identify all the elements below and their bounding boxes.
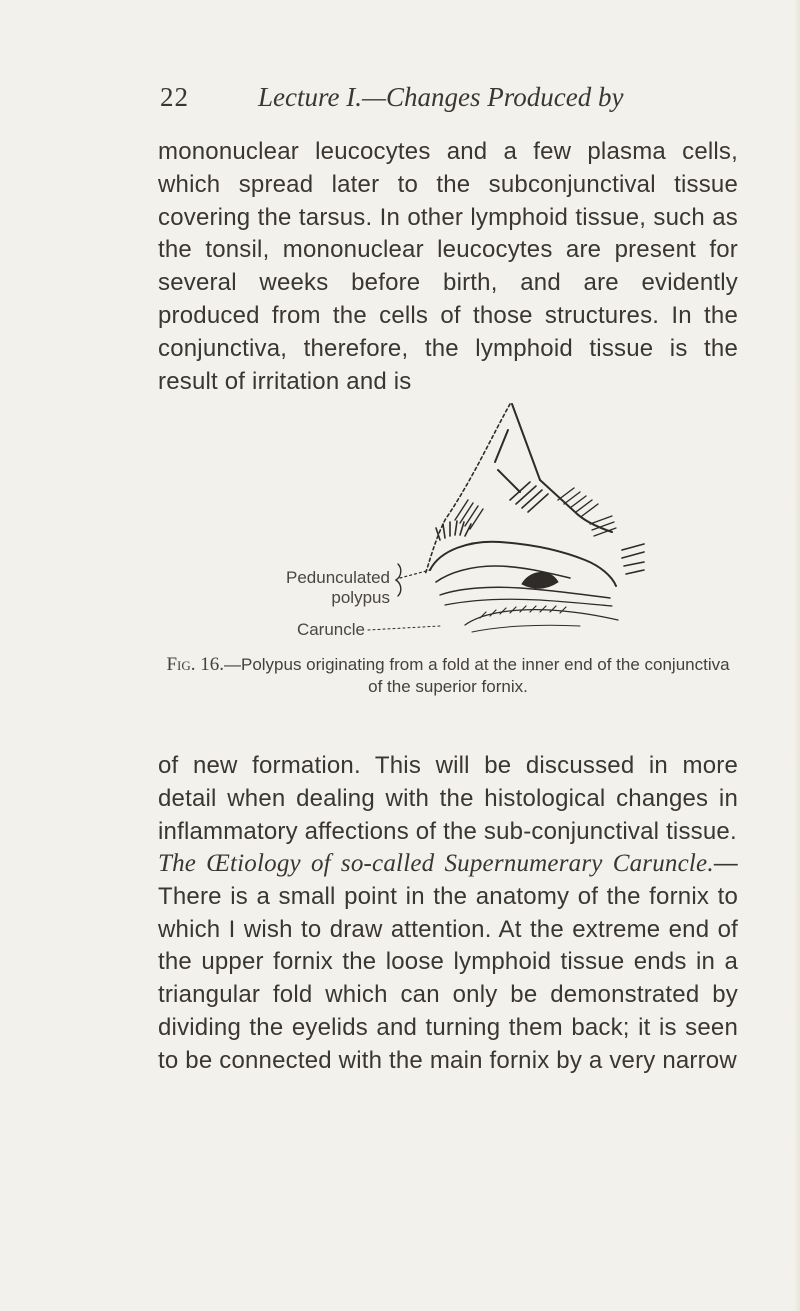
section-heading: The Œtiology of so-called Supernumerary Caruncle.	[158, 850, 714, 877]
section-body: —There is a small point in the anatomy of the fornix to which I wish to draw attention. At the extreme end of the upper fornix the loose lymphoid tissue ends in a triangular fold which can only be demonstrated by dividing the eyelids and turning them back; it is seen to be connected with the main fornix by a very narrow	[158, 850, 738, 1074]
body-paragraph-2: of new formation. This will be discussed in more detail when dealing with the histological changes in inflammatory affections of the sub-conjunctival tissue.	[158, 752, 738, 845]
figure-caption-text: —Polypus originating from a fold at the inner end of the conjunctiva of the superior fornix.	[223, 655, 730, 696]
running-head: Lecture I.—Changes Produced by	[258, 82, 624, 112]
figure-number: Fig. 16.	[166, 654, 224, 675]
label-pedunculated-polypus: Pedunculated polypus	[286, 568, 390, 607]
label-caruncle: Caruncle	[296, 620, 365, 639]
page-edge	[794, 0, 800, 1311]
figure-caption	[158, 654, 738, 698]
body-paragraph-3	[158, 848, 738, 1078]
page-header	[160, 82, 720, 122]
body-paragraph-1: mononuclear leucocytes and a few plasma cells, which spread later to the subconjunctival tissue covering the tarsus. In other lymphoid tissue, such as the tonsil, mononuclear leucocytes are present for several weeks before birth, and are evidently produced from the cells of those structures. In the conjunctiva, therefore, the lymphoid tissue is the result of irritation and is	[158, 138, 738, 395]
figure-16	[240, 400, 660, 640]
page-number: 22	[160, 82, 189, 112]
